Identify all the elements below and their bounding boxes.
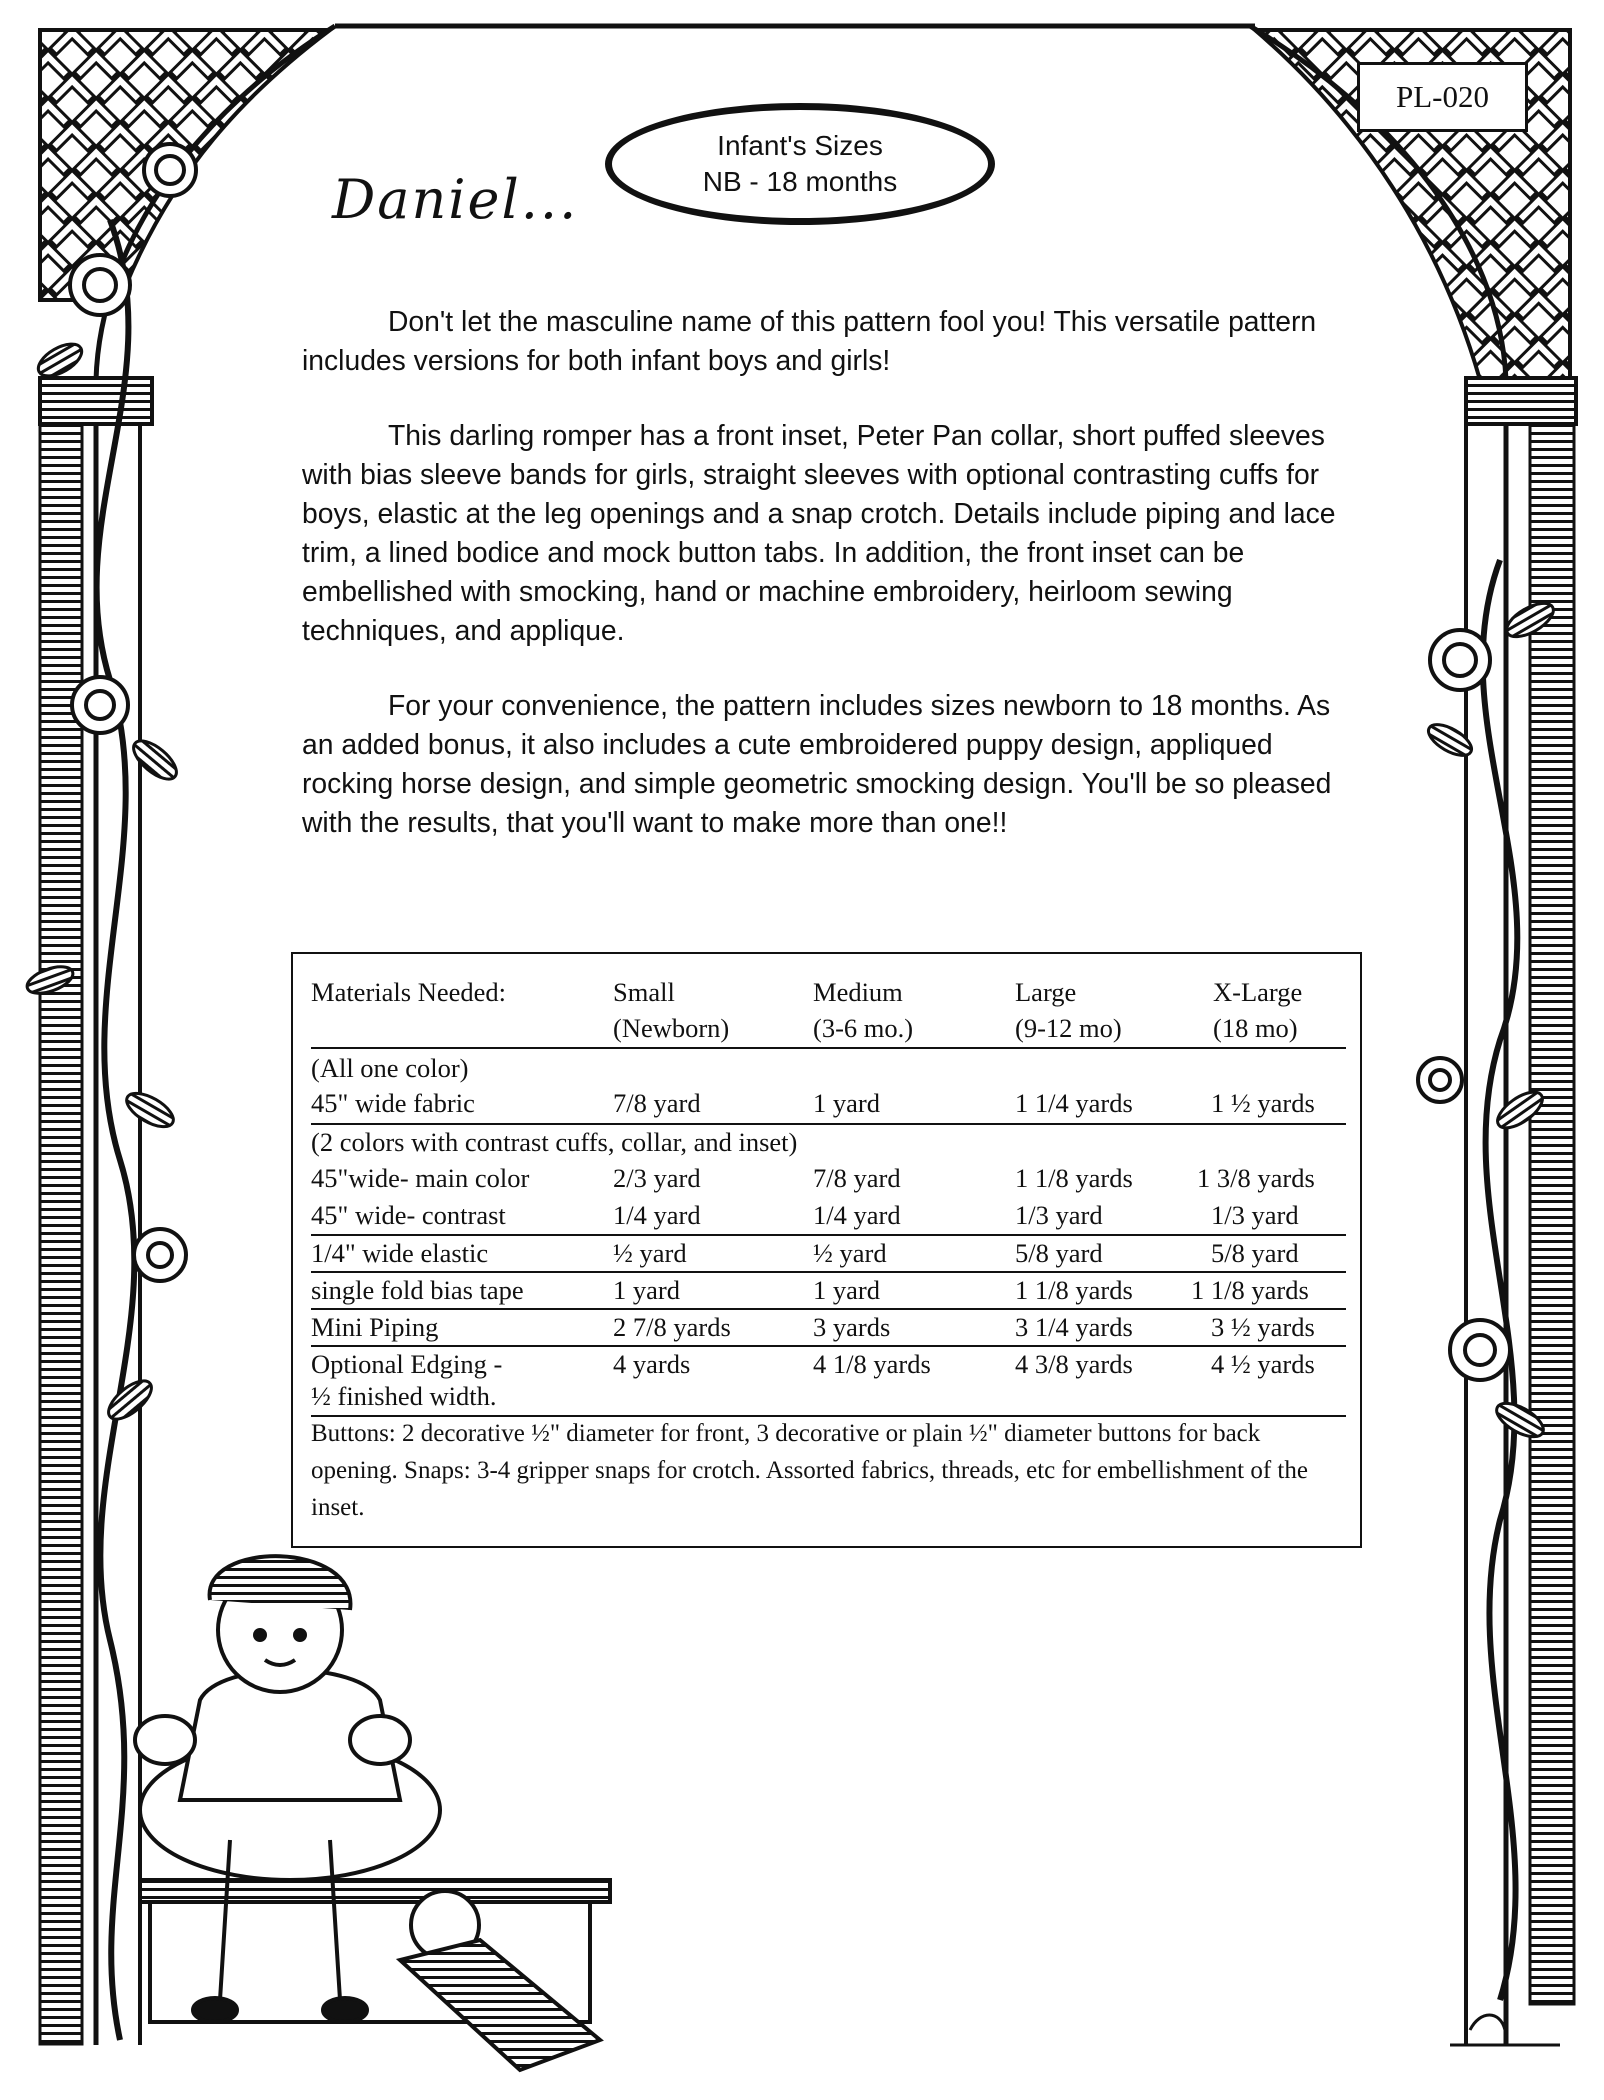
row-value: 4 yards bbox=[613, 1349, 691, 1379]
row-item: 45"wide- main color bbox=[311, 1163, 530, 1193]
row-value: 7/8 yard bbox=[813, 1163, 901, 1193]
row-value: 3 yards bbox=[813, 1312, 891, 1342]
table-row bbox=[311, 1309, 1346, 1346]
materials-table bbox=[291, 952, 1362, 1548]
row-value: 1 yard bbox=[813, 1088, 880, 1118]
row-value: 1/4 yard bbox=[813, 1200, 901, 1230]
row-value: 5/8 yard bbox=[1015, 1238, 1103, 1268]
group-label bbox=[311, 1124, 1346, 1161]
row-value: 1/3 yard bbox=[1015, 1200, 1103, 1230]
description-paragraph: Don't let the masculine name of this pattern fool you! This versatile pattern includes versions for both infant boys and girls! bbox=[302, 305, 1317, 376]
row-value: 4 1/8 yards bbox=[813, 1349, 931, 1379]
row-value: 4 ½ yards bbox=[1211, 1349, 1315, 1379]
row-value: 1 yard bbox=[813, 1275, 880, 1305]
row-value: 1 ½ yards bbox=[1211, 1088, 1315, 1118]
row-item: 45" wide- contrast bbox=[311, 1200, 506, 1230]
group-label-text: (All one color) bbox=[311, 1053, 469, 1083]
column-header bbox=[1015, 974, 1122, 1046]
materials-heading: Materials Needed: bbox=[311, 977, 506, 1007]
row-value: 3 ½ yards bbox=[1211, 1312, 1315, 1342]
table-row bbox=[311, 1085, 1346, 1122]
row-value: 2 7/8 yards bbox=[613, 1312, 731, 1342]
row-value: 1/3 yard bbox=[1211, 1200, 1299, 1230]
description-paragraph: This darling romper has a front inset, Peter Pan collar, short puffed sleeves with bias sleeve bands for girls, straight sleeves with optional contrasting cuffs for boys, elastic at the leg openings and a snap crotch. Details include piping and lace trim, a lined bodice and mock button tabs. In addition, the front inset can be embellished with smocking, hand or machine embroidery, heirloom sewing techniques, and applique. bbox=[302, 419, 1336, 646]
description bbox=[302, 302, 1362, 878]
group-label-text: (2 colors with contrast cuffs, collar, and inset) bbox=[311, 1127, 798, 1157]
column-header bbox=[813, 974, 913, 1046]
row-value: 1 3/8 yards bbox=[1197, 1163, 1315, 1193]
row-value: 5/8 yard bbox=[1211, 1238, 1299, 1268]
table-row bbox=[311, 1160, 1346, 1197]
column-range: (18 mo) bbox=[1213, 1013, 1298, 1043]
row-value: 1 1/8 yards bbox=[1191, 1275, 1309, 1305]
row-value: 1 1/4 yards bbox=[1015, 1088, 1133, 1118]
table-rule bbox=[311, 1047, 1346, 1049]
group-label bbox=[311, 1050, 1346, 1087]
column-size: Small bbox=[613, 977, 675, 1007]
column-range: (9-12 mo) bbox=[1015, 1013, 1122, 1043]
row-value: ½ yard bbox=[813, 1238, 887, 1268]
row-value: 2/3 yard bbox=[613, 1163, 701, 1193]
column-range: (3-6 mo.) bbox=[813, 1013, 914, 1043]
column-size: X-Large bbox=[1213, 977, 1303, 1007]
row-item: ½ finished width. bbox=[311, 1381, 497, 1411]
table-row bbox=[311, 1235, 1346, 1272]
table-row bbox=[311, 1197, 1346, 1234]
row-value: 7/8 yard bbox=[613, 1088, 701, 1118]
row-item: 1/4" wide elastic bbox=[311, 1238, 489, 1268]
materials-notes: Buttons: 2 decorative ½" diameter for front, 3 decorative or plain ½" diameter buttons for back opening. Snaps: 3-4 gripper snaps for crotch. Assorted fabrics, threads, etc for embellishment of the inset. bbox=[311, 1420, 1308, 1521]
column-range: (Newborn) bbox=[613, 1013, 730, 1043]
size-badge-line1: Infant's Sizes bbox=[717, 130, 883, 161]
column-header bbox=[613, 974, 729, 1046]
column-size: Large bbox=[1015, 977, 1077, 1007]
row-value: 1 yard bbox=[613, 1275, 680, 1305]
column-header bbox=[1213, 974, 1302, 1046]
row-value: 1 1/8 yards bbox=[1015, 1275, 1133, 1305]
row-item: 45" wide fabric bbox=[311, 1088, 475, 1118]
row-value: 1/4 yard bbox=[613, 1200, 701, 1230]
row-item: Mini Piping bbox=[311, 1312, 439, 1342]
table-row bbox=[311, 1272, 1346, 1309]
pattern-title: Daniel... bbox=[332, 168, 579, 231]
row-item: Optional Edging - bbox=[311, 1349, 503, 1379]
pattern-code-label: PL-020 bbox=[1357, 62, 1528, 132]
description-paragraph: For your convenience, the pattern includes sizes newborn to 18 months. As an added bonus, it also includes a cute embroidered puppy design, appliqued rocking horse design, and simple geometric smocking design. You'll be so pleased with the results, that you'll want to make more than one!! bbox=[302, 689, 1332, 838]
row-value: 3 1/4 yards bbox=[1015, 1312, 1133, 1342]
size-badge bbox=[605, 103, 995, 225]
row-value: 1 1/8 yards bbox=[1015, 1163, 1133, 1193]
table-row-continued bbox=[311, 1378, 1346, 1415]
row-value: ½ yard bbox=[613, 1238, 687, 1268]
row-item: single fold bias tape bbox=[311, 1275, 524, 1305]
row-value: 4 3/8 yards bbox=[1015, 1349, 1133, 1379]
column-size: Medium bbox=[813, 977, 903, 1007]
size-badge-line2: NB - 18 months bbox=[702, 166, 898, 197]
